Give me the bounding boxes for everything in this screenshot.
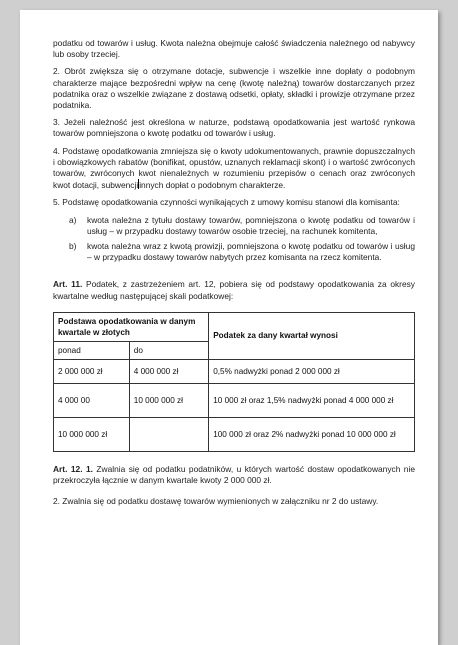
paragraph-continuation: podatku od towarów i usług. Kwota należna obejmuje całość świadczenia należnego od nabywcy lub osoby trzeciej. (53, 38, 415, 60)
list-item-text: kwota należna z tytułu dostawy towarów, pomniejszona o kwotę podatku od towarów i usług – w przypadku dostawy towarów osobie trzeciej, na rachunek komitenta, (87, 214, 415, 236)
cell-to: 10 000 000 zł (129, 383, 208, 417)
tax-scale-table (53, 312, 415, 452)
spacer (53, 269, 415, 279)
paragraph-5: 5. Podstawę opodatkowania czynności wynikających z umowy komisu stanowi dla komisanta: (53, 197, 400, 208)
paragraph-2: 2. Obrót zwiększa się o otrzymane dotacje, subwencje i wszelkie inne dopłaty o podobnym charakterze mające bezpośredni wpływ na cenę (kwotę należną) towarów dostarczanych przez podatnika oraz o wszelkie związane z dostawą odsetki, opłaty, składki i prowizje otrzymane przez podatnika. (53, 66, 415, 111)
document-page (20, 10, 438, 645)
article-12-heading: Art. 12. 1. (53, 463, 93, 474)
cell-tax: 0,5% nadwyżki ponad 2 000 000 zł (209, 359, 415, 383)
cell-tax: 10 000 zł oraz 1,5% nadwyżki ponad 4 000 000 zł (209, 383, 415, 417)
paragraph-4-text: 4. Podstawę opodatkowania zmniejsza się o kwoty udokumentowanych, prawnie dopuszczalnych i obowiązkowych rabatów (bonifikat, opustów, uznanych reklamacji skont) i o wartość zwróconych towarów, zwróconych kwot nienależnych w rozumieniu przepisów o cenach oraz zwróconych kwot dotacji, subwencji (53, 145, 415, 191)
table-row (54, 383, 415, 417)
article-12 (53, 464, 415, 486)
cell-tax: 100 000 zł oraz 2% nadwyżki ponad 10 000 000 zł (209, 417, 415, 451)
table-header-row (54, 312, 415, 341)
paragraph-4 (53, 146, 415, 192)
header-to: do (129, 341, 208, 359)
cell-from: 2 000 000 zł (54, 359, 130, 383)
commission-list (53, 215, 415, 264)
header-tax-amount: Podatek za dany kwartał wynosi (209, 312, 415, 359)
article-11-heading: Art. 11. (53, 279, 83, 290)
cell-to (129, 417, 208, 451)
table-row (54, 359, 415, 383)
header-tax-base: Podstawa opodatkowania w danym kwartale w złotych (54, 312, 209, 341)
article-12-paragraph-2: 2. Zwalnia się od podatku dostawę towarów wymienionych w załączniku nr 2 do ustawy. (53, 496, 379, 507)
list-marker: b) (69, 241, 77, 252)
article-11-text: Podatek, z zastrzeżeniem art. 12, pobiera się od podstawy opodatkowania za okresy kwartalne według następującej skali podatkowej: (53, 279, 415, 301)
paragraph-4-text-end: innych dopłat o podobnym charakterze. (139, 180, 286, 191)
article-12-text: Zwalnia się od podatku podatników, u których wartość dostaw opodatkowanych nie przekroczyła łącznie w danym kwartale kwoty 2 000 000 zł. (53, 463, 415, 486)
header-from: ponad (54, 341, 130, 359)
list-item (69, 241, 415, 263)
document-body (53, 38, 415, 513)
cell-from: 10 000 000 zł (54, 417, 130, 451)
list-marker: a) (69, 214, 77, 225)
article-11 (53, 279, 415, 301)
cell-from: 4 000 00 (54, 383, 130, 417)
list-item (69, 215, 415, 237)
cell-to: 4 000 000 zł (129, 359, 208, 383)
paragraph-3: 3. Jeżeli należność jest określona w naturze, podstawą opodatkowania jest wartość rynkowa towarów pomniejszona o kwotę podatku od towarów i usług. (53, 117, 415, 139)
table-row (54, 417, 415, 451)
list-item-text: kwota należna wraz z kwotą prowizji, pomniejszona o kwotę podatku od towarów i usług – w przypadku dostawy towarów nabytych przez komisanta na rzecz komitenta. (87, 241, 415, 263)
